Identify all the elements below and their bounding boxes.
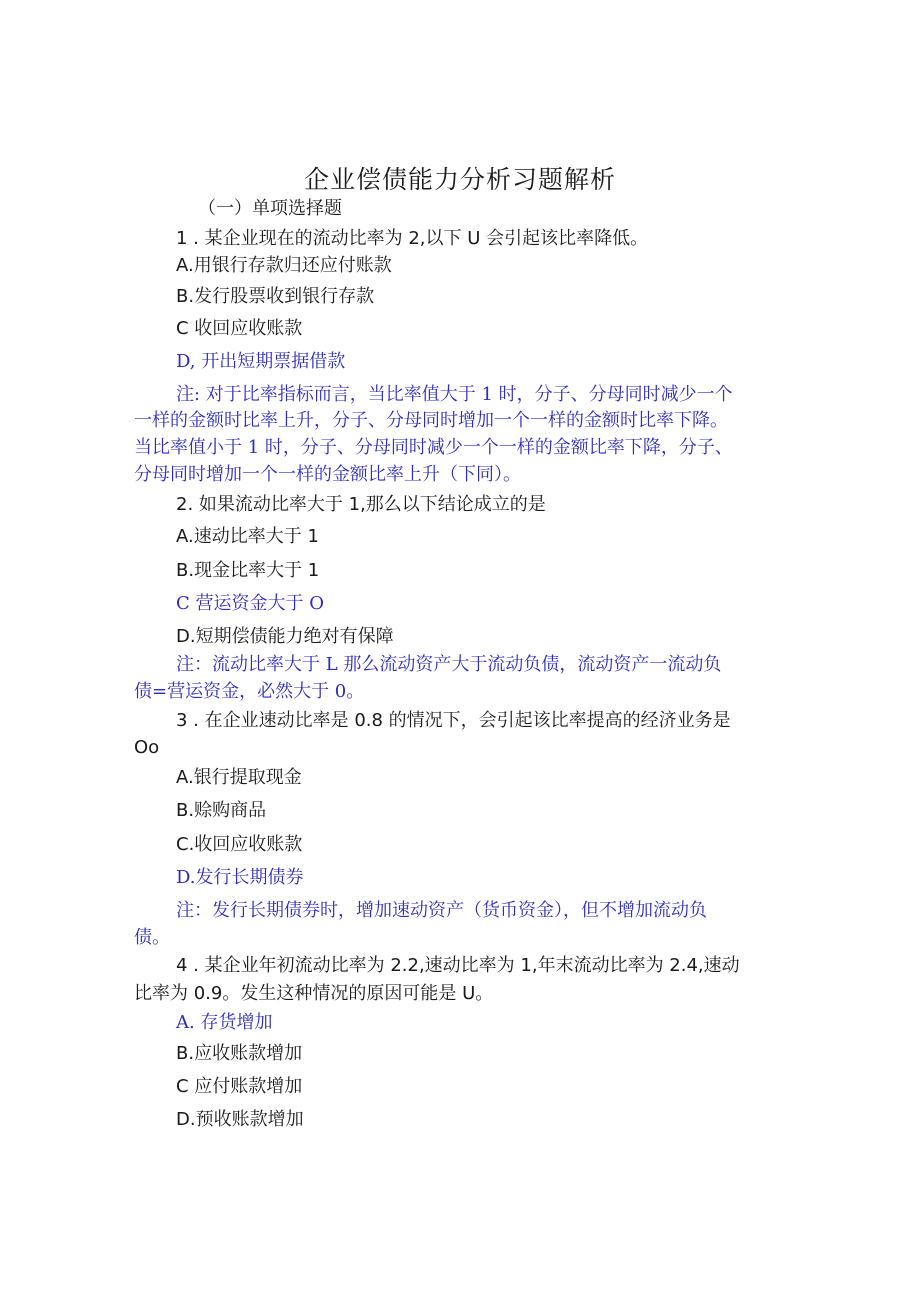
question-4-option-a-answer: A. 存货增加	[176, 1012, 273, 1033]
question-1-note-line: 当比率值小于 1 时，分子、分母同时减少一个一样的金额比率下降，分子、	[134, 437, 733, 458]
question-4-stem-continued: 比率为 0.9。发生这种情况的原因可能是 U。	[134, 983, 494, 1004]
question-1-note-line: 分母同时增加一个一样的金额比率上升（下同）。	[134, 464, 521, 485]
question-2-note-line: 注：流动比率大于 L 那么流动资产大于流动负债，流动资产一流动负	[176, 654, 722, 675]
question-1-option-c: C 收回应收账款	[176, 318, 303, 339]
question-3-note-line: 债。	[134, 927, 170, 948]
question-1-option-d-answer: D, 开出短期票据借款	[176, 351, 346, 372]
question-4-stem: 4 . 某企业年初流动比率为 2.2,速动比率为 1,年末流动比率为 2.4,速动	[176, 955, 740, 976]
question-2-option-c-answer: C 营运资金大于 O	[176, 593, 324, 614]
question-2-note-line: 债=营运资金，必然大于 0。	[134, 681, 365, 702]
question-4-option-c: C 应付账款增加	[176, 1076, 303, 1097]
question-3-option-a: A.银行提取现金	[176, 767, 302, 788]
question-3-note-line: 注：发行长期债券时，增加速动资产（货币资金），但不增加流动负	[176, 900, 707, 921]
question-2-option-a: A.速动比率大于 1	[176, 526, 319, 547]
question-2-option-d: D.短期偿债能力绝对有保障	[176, 626, 394, 647]
question-2-stem: 2. 如果流动比率大于 1,那么以下结论成立的是	[176, 494, 546, 515]
question-3-option-c: C.收回应收账款	[176, 834, 303, 855]
question-1-stem: 1 . 某企业现在的流动比率为 2,以下 U 会引起该比率降低。	[176, 228, 649, 249]
section-heading: （一）单项选择题	[198, 198, 342, 219]
question-4-option-d: D.预收账款增加	[176, 1109, 304, 1130]
page-title: 企业偿债能力分析习题解析	[303, 165, 616, 194]
question-1-note-line: 一样的金额时比率上升，分子、分母同时增加一个一样的金额时比率下降。	[134, 410, 728, 431]
question-2-option-b: B.现金比率大于 1	[176, 560, 320, 581]
question-1-option-b: B.发行股票收到银行存款	[176, 286, 375, 307]
question-3-stem: 3 . 在企业速动比率是 0.8 的情况下，会引起该比率提高的经济业务是	[176, 710, 731, 731]
question-1-option-a: A.用银行存款归还应付账款	[176, 255, 392, 276]
question-1-note-line: 注: 对于比率指标而言，当比率值大于 1 时，分子、分母同时减少一个	[176, 384, 733, 405]
question-4-option-b: B.应收账款增加	[176, 1043, 303, 1064]
question-3-option-d-answer: D.发行长期债券	[176, 867, 304, 888]
question-3-option-b: B.赊购商品	[176, 800, 267, 821]
question-3-stem-continued: Oo	[134, 737, 160, 758]
